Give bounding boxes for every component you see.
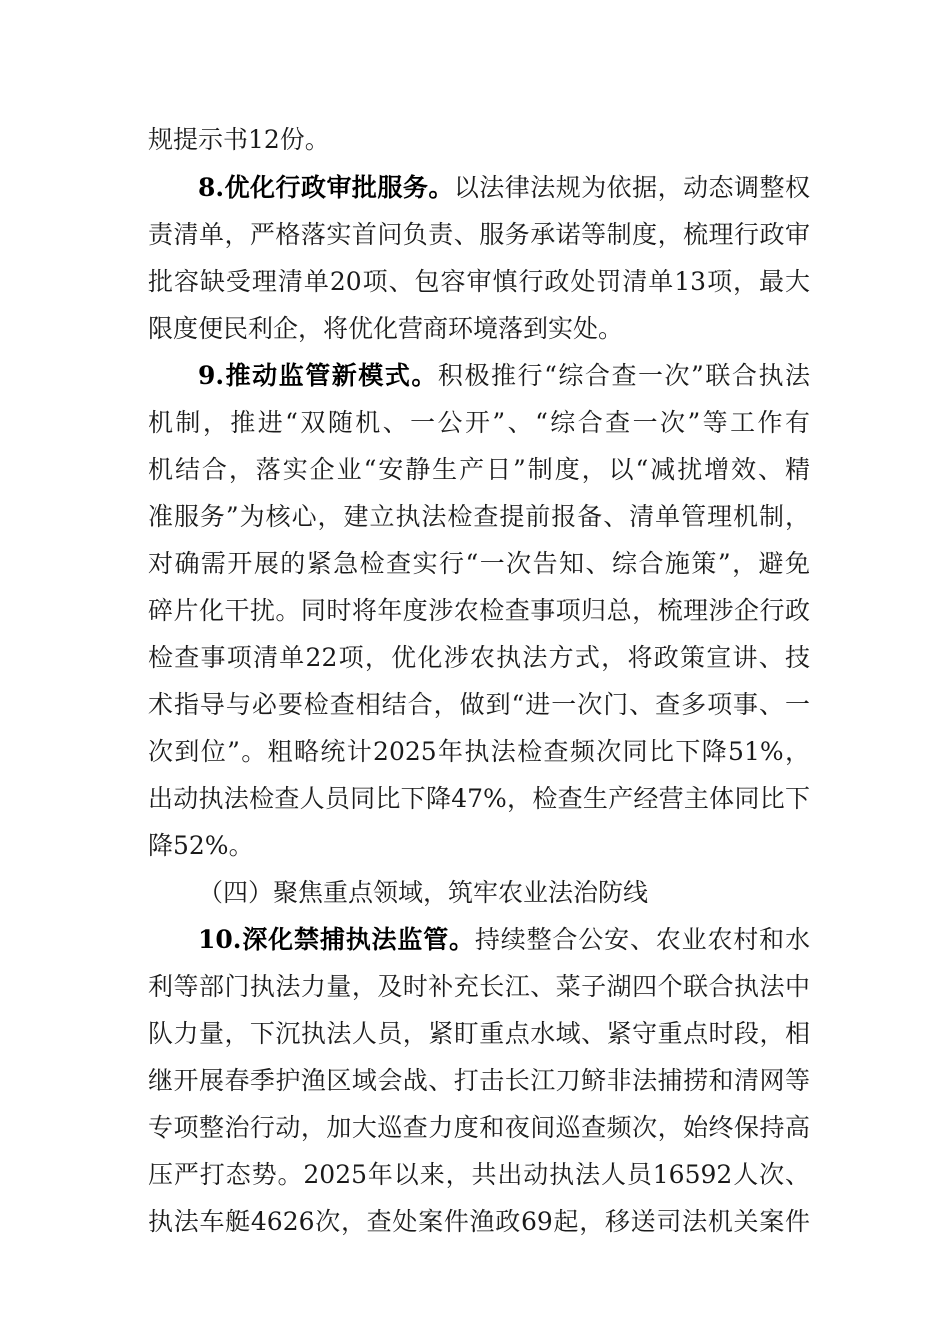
- item9-line-10: 降52%。: [148, 831, 254, 860]
- item10-line-6: 执法车艇4626次，查处案件渔政69起，移送司法机关案件: [148, 1207, 810, 1236]
- item10-line-2: 队力量，下沉执法人员，紧盯重点水域、紧守重点时段，相: [148, 1019, 810, 1048]
- item8-line-1: 责清单，严格落实首问负责、服务承诺等制度，梳理行政审: [148, 220, 810, 249]
- item10-line-0: 持续整合公安、农业农村和水: [474, 925, 810, 954]
- item10-heading: 10.深化禁捕执法监管。: [198, 925, 475, 954]
- item9-line-6: 检查事项清单22项，优化涉农执法方式，将政策宣讲、技: [148, 643, 810, 672]
- item10-line-3: 继开展春季护渔区域会战、打击长江刀鲚非法捕捞和清网等: [148, 1066, 810, 1095]
- item10-line-1: 利等部门执法力量，及时补充长江、菜子湖四个联合执法中: [148, 972, 810, 1001]
- item9-line-4: 对确需开展的紧急检查实行“一次告知、综合施策”，避免: [148, 549, 810, 578]
- item8-line-0: 以法律法规为依据，动态调整权: [453, 173, 810, 202]
- item9-heading: 9.推动监管新模式。: [198, 361, 438, 390]
- item9-line-7: 术指导与必要检查相结合，做到“进一次门、查多项事、一: [148, 690, 810, 719]
- item9-line-5: 碎片化干扰。同时将年度涉农检查事项归总，梳理涉企行政: [148, 596, 810, 625]
- item10-first-line: [198, 920, 810, 960]
- item9-line-8: 次到位”。粗略统计2025年执法检查频次同比下降51%，: [148, 737, 810, 766]
- section4-title: （四）聚焦重点领域，筑牢农业法治防线: [198, 878, 649, 907]
- item9-line-0: 积极推行“综合查一次”联合执法: [437, 361, 810, 390]
- paragraph-tail-text: 规提示书12份。: [148, 125, 330, 154]
- item10-line-5: 压严打态势。2025年以来，共出动执法人员16592人次、: [148, 1160, 810, 1189]
- item8-line-2: 批容缺受理清单20项、包容审慎行政处罚清单13项，最大: [148, 267, 810, 296]
- item9-line-2: 机结合，落实企业“安静生产日”制度，以“减扰增效、精: [148, 455, 810, 484]
- item9-first-line: [198, 356, 810, 396]
- item8-line-3: 限度便民利企，将优化营商环境落到实处。: [148, 314, 624, 343]
- item9-line-1: 机制，推进“双随机、一公开”、“综合查一次”等工作有: [148, 408, 810, 437]
- paragraph-tail-line: [148, 120, 810, 160]
- item9-line-9: 出动执法检查人员同比下降47%，检查生产经营主体同比下: [148, 784, 810, 813]
- item9-line-3: 准服务”为核心，建立执法检查提前报备、清单管理机制，: [148, 502, 810, 531]
- item8-first-line: [198, 168, 810, 208]
- item10-line-4: 专项整治行动，加大巡查力度和夜间巡查频次，始终保持高: [148, 1113, 810, 1142]
- item8-heading: 8.优化行政审批服务。: [198, 173, 454, 202]
